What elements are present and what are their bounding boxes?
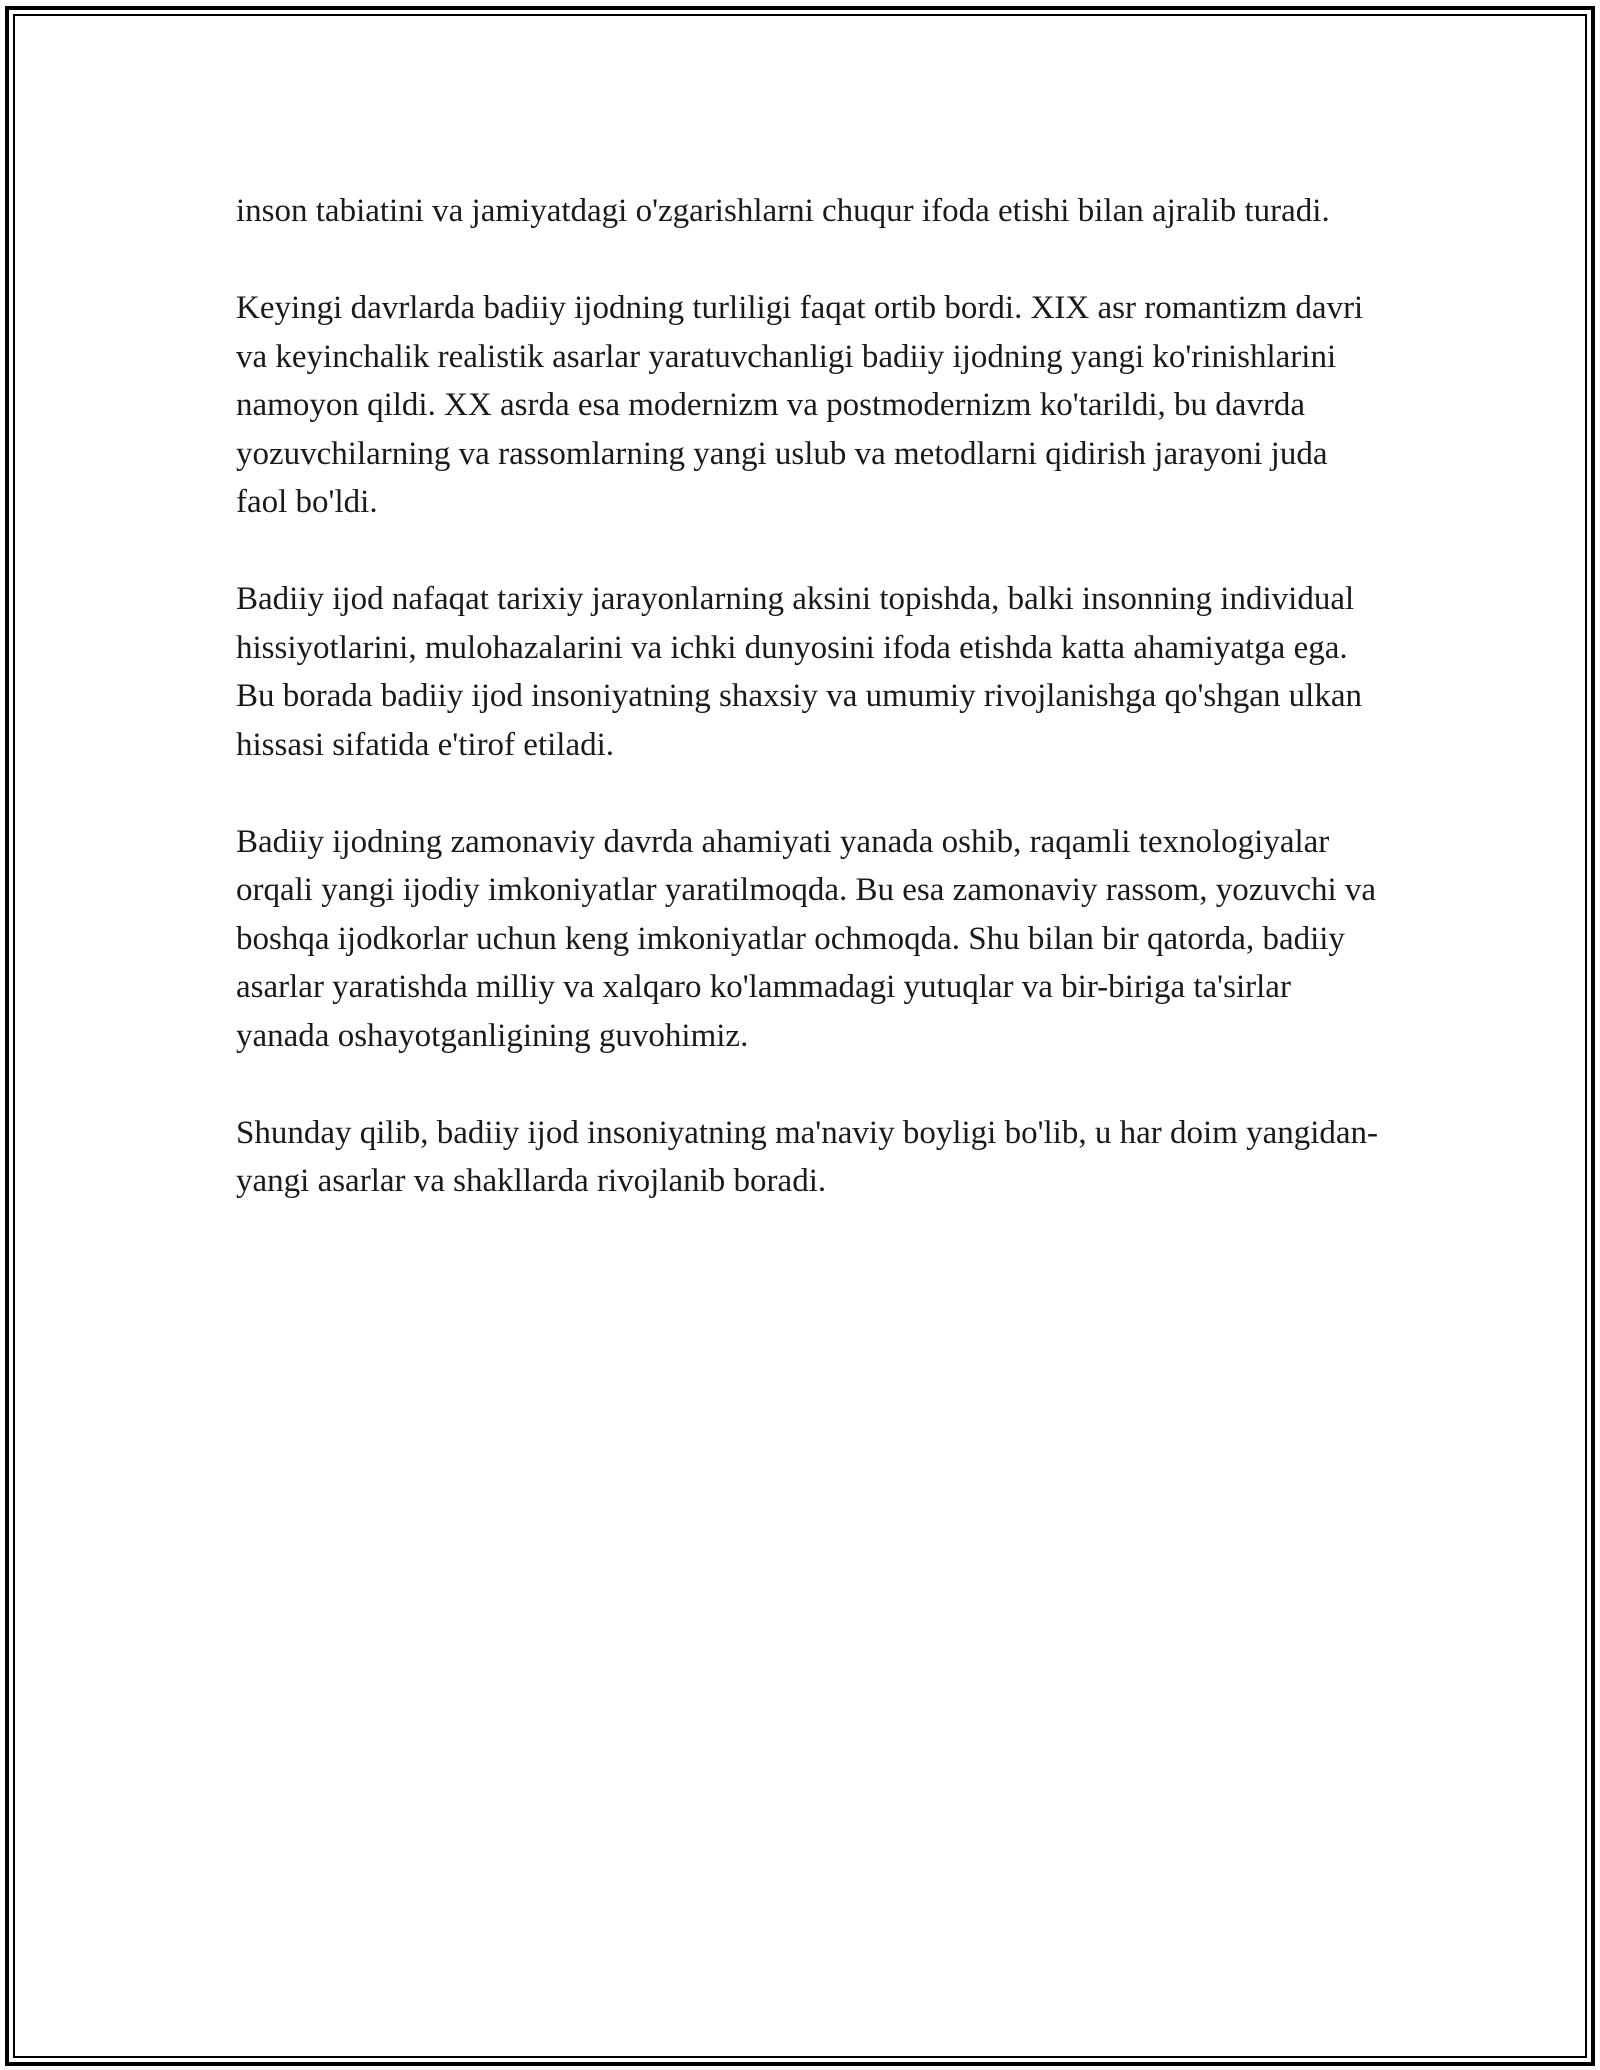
paragraph-5: Shunday qilib, badiiy ijod insoniyatning ma'naviy boyligi bo'lib, u har doim yangidan-yangi asarlar va shakllarda rivojlanib boradi. — [236, 1114, 1379, 1199]
paragraph-4: Badiiy ijodning zamonaviy davrda ahamiyati yanada oshib, raqamli texnologiyalar orqali yangi ijodiy imkoniyatlar yaratilmoqda. Bu esa zamonaviy rassom, yozuvchi va boshqa ijodkorlar uchun keng imkoniyatlar ochmoqda. Shu bilan bir qatorda, badiiy asarlar yaratishda milliy va xalqaro ko'lammadagi yutuqlar va bir-biriga ta'sirlar yanada oshayotganligining guvohimiz. — [236, 823, 1377, 1054]
document-body — [236, 187, 1386, 1206]
paragraph-2: Keyingi davrlarda badiiy ijodning turliligi faqat ortib bordi. XIX asr romantizm davri va keyinchalik realistik asarlar yaratuvchanligi badiiy ijodning yangi ko'rinishlarini namoyon qildi. XX asrda esa modernizm va postmodernizm ko'tarildi, bu davrda yozuvchilarning va rassomlarning yangi uslub va metodlarni qidirish jarayoni juda faol bo'ldi. — [236, 290, 1364, 520]
paragraph-3: Badiiy ijod nafaqat tarixiy jarayonlarning aksini topishda, balki insonning individual hissiyotlarini, mulohazalarini va ichki dunyosini ifoda etishda katta ahamiyatga ega. Bu borada badiiy ijod insoniyatning shaxsiy va umumiy rivojlanishga qo'shgan ulkan hissasi sifatida e'tirof etiladi. — [236, 581, 1362, 763]
paragraph-1: inson tabiatini va jamiyatdagi o'zgarishlarni chuqur ifoda etishi bilan ajralib turadi. — [236, 193, 1330, 229]
